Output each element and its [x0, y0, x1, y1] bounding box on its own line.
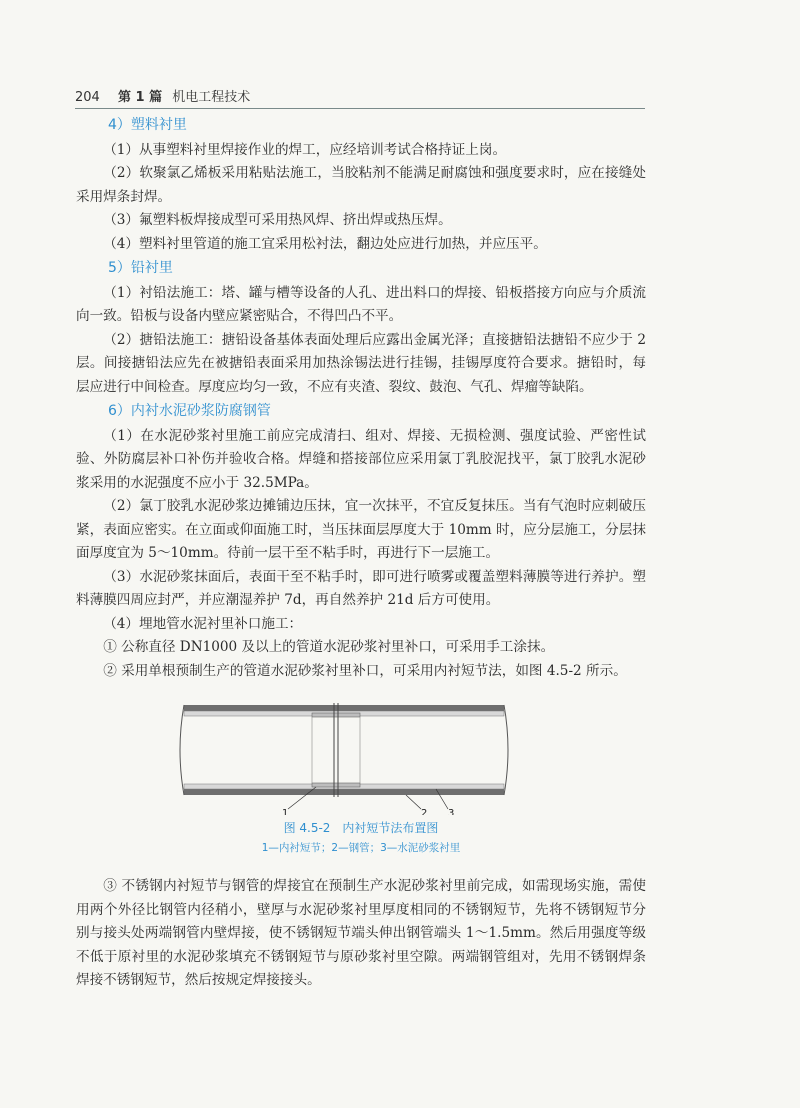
heading-plastic-lining: 4）塑料衬里 [108, 117, 187, 133]
paragraph: （2）搪铅法施工：搪铅设备基体表面处理后应露出金属光泽；直接搪铅法搪铅不应少于 2 层。间接搪铅法应先在被搪铅表面采用加热涂锡法进行挂锡，挂锡厚度符合要求。搪铅时，每层应进行中间检查。厚度应均匀一致，不应有夹渣、裂纹、鼓泡、气孔、焊瘤等缺陷。 [76, 331, 646, 395]
paragraph: ② 采用单根预制生产的管道水泥砂浆衬里补口，可采用内衬短节法，如图 4.5-2 所示。 [103, 662, 627, 679]
paragraph: ③ 不锈钢内衬短节与钢管的焊接宜在预制生产水泥砂浆衬里前完成，如需现场实施，需使用两个外径比钢管内径稍小，壁厚与水泥砂浆衬里厚度相同的不锈钢短节，先将不锈钢短节分别与接头处两端钢管内壁焊接，使不锈钢短节端头伸出钢管端头 1～1.5mm。然后用强度等级不低于原衬里的水泥砂浆填充不锈钢短节与原砂浆衬里空隙。两端钢管组对，先用不锈钢焊条焊接不锈钢短节，然后按规定焊接接头。 [76, 878, 646, 988]
chapter-title: 机电工程技术 [172, 90, 251, 105]
pipe-wall-bottom [184, 789, 504, 795]
figure-legend: 1—内衬短节；2—钢管；3—水泥砂浆衬里 [261, 842, 461, 854]
pipe-break-right [504, 705, 508, 795]
paragraph: （2）氯丁胶乳水泥砂浆边摊铺边压抹，宜一次抹平，不宜反复抹压。当有气泡时应刺破压紧，表面应密实。在立面或仰面施工时，当压抹面层厚度大于 10mm 时，应分层施工，分层抹面厚度宜为 5～10mm。待前一层干至不粘手时，再进行下一层施工。 [76, 498, 646, 561]
label-1: 1 [282, 808, 289, 815]
inner-sleeve-top [312, 713, 360, 717]
leader-2 [406, 795, 421, 809]
paragraph: ① 公称直径 DN1000 及以上的管道水泥砂浆衬里补口，可采用手工涂抹。 [103, 639, 555, 655]
paragraph: （2）软聚氯乙烯板采用粘贴法施工，当胶粘剂不能满足耐腐蚀和强度要求时，应在接缝处采用焊条封焊。 [76, 165, 646, 205]
figure-4-5-2 [76, 695, 646, 875]
pipe-diagram [76, 695, 646, 815]
heading-mortar-lining: 6）内衬水泥砂浆防腐钢管 [108, 403, 271, 419]
paragraph: （1）从事塑料衬里焊接作业的焊工，应经培训考试合格持证上岗。 [103, 141, 507, 158]
page-header [75, 86, 645, 109]
paragraph: （1）在水泥砂浆衬里施工前应完成清扫、组对、焊接、无损检测、强度试验、严密性试验、外防腐层补口补伤并验收合格。焊缝和搭接部位应采用氯丁乳胶泥找平，氯丁胶乳水泥砂浆采用的水泥强度不应小于 32.5MPa。 [76, 427, 646, 491]
paragraph: （4）塑料衬里管道的施工宜采用松衬法，翻边处应进行加热，并应压平。 [103, 235, 547, 252]
paragraph: （3）氟塑料板焊接成型可采用热风焊、挤出焊或热压焊。 [103, 212, 452, 228]
label-3: 3 [448, 808, 455, 815]
pipe-wall-top [184, 705, 504, 711]
paragraph: （1）衬铅法施工：塔、罐与槽等设备的人孔、进出料口的焊接、铅板搭接方向应与介质流向一致。铅板与设备内壁应紧密贴合，不得凹凸不平。 [76, 284, 646, 324]
heading-lead-lining: 5）铅衬里 [108, 260, 173, 276]
part-label: 第 1 篇 [117, 90, 163, 105]
pipe-break-left [180, 705, 184, 795]
figure-title: 图 4.5-2 内衬短节法布置图 [283, 821, 439, 835]
inner-sleeve-bottom [312, 783, 360, 787]
paragraph: （4）埋地管水泥衬里补口施工： [103, 615, 303, 632]
page-content [76, 113, 646, 993]
paragraph: （3）水泥砂浆抹面后，表面干至不粘手时，即可进行喷雾或覆盖塑料薄膜等进行养护。塑料薄膜四周应封严，并应潮湿养护 7d，再自然养护 21d 后方可使用。 [76, 568, 646, 608]
label-2: 2 [421, 808, 428, 815]
page-number: 204 [75, 90, 100, 105]
